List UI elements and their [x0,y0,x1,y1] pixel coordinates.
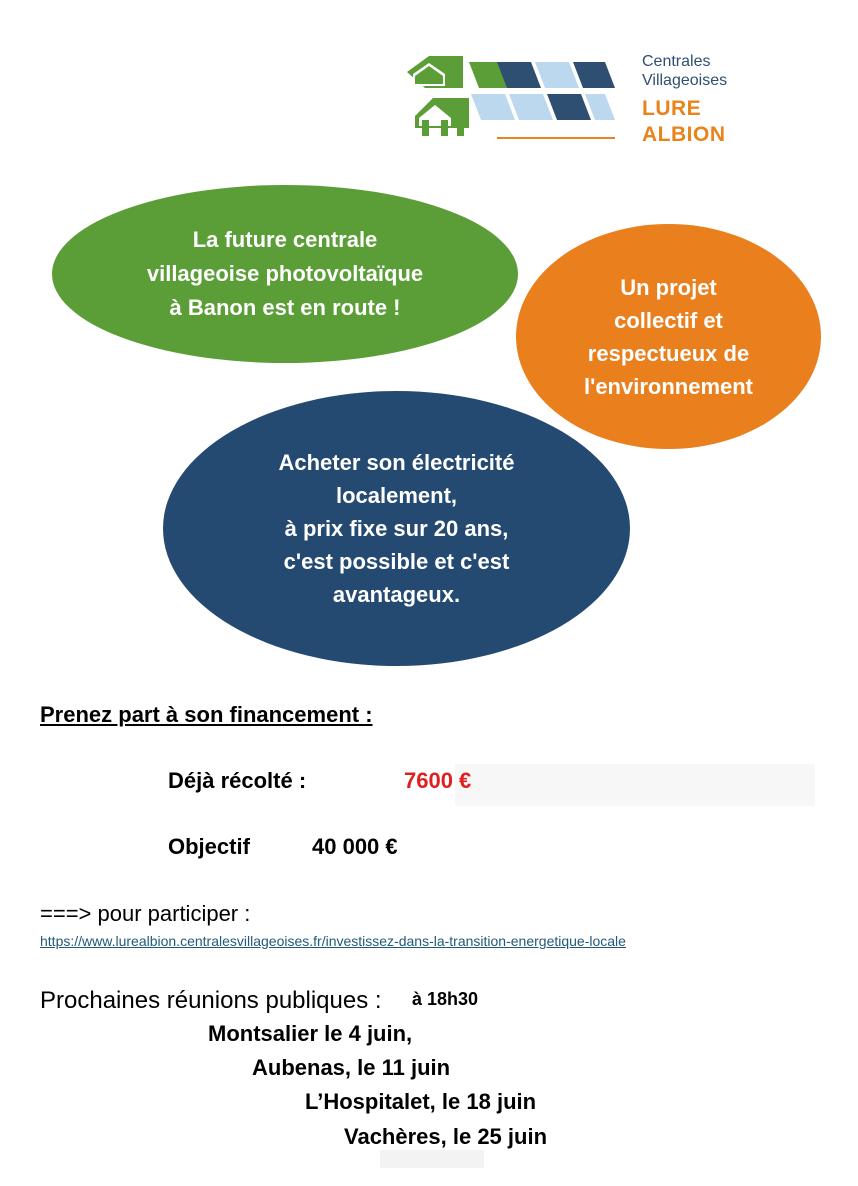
house-icon [407,56,469,136]
logo-line-albion: ALBION [642,123,726,146]
meeting-item: Aubenas, le 11 juin [252,1055,451,1080]
meeting-item: Montsalier le 4 juin, [208,1021,413,1046]
faded-box [455,764,815,806]
goal-value: 40 000 € [312,834,398,859]
meetings-title: Prochaines réunions publiques : [40,987,382,1014]
logo-line-villageoises: Villageoises [642,72,728,89]
green-bubble [52,185,518,363]
logo-line-centrales: Centrales [642,53,711,70]
logo-line-lure: LURE [642,97,702,120]
solar-panels-icon [469,62,615,138]
financing-title: Prenez part à son financement : [40,702,373,727]
orange-bubble-text: Un projet collectif et respectueux de l'environnement [583,274,754,399]
faded-box-bottom [380,1150,484,1168]
collected-label: Déjà récolté : [168,768,307,793]
meetings-time: à 18h30 [412,989,479,1009]
meeting-item: L’Hospitalet, le 18 juin [305,1089,537,1114]
blue-bubble [163,391,630,666]
green-bubble-text: La future centrale villageoise photovoltaïque à Banon est en route ! [146,227,424,320]
participate-link[interactable]: https://www.lurealbion.centralesvillageoises.fr/investissez-dans-la-transition-energetique-locale [40,933,626,949]
logo-text [642,52,727,148]
goal-label: Objectif [168,834,250,859]
meeting-item: Vachères, le 25 juin [344,1124,548,1149]
blue-bubble-text: Acheter son électricité localement, à prix fixe sur 20 ans, c'est possible et c'est avantageux. [278,450,515,607]
collected-value: 7600 € [404,768,472,793]
orange-bubble [516,224,821,449]
participate-text: ===> pour participer : [40,901,251,926]
